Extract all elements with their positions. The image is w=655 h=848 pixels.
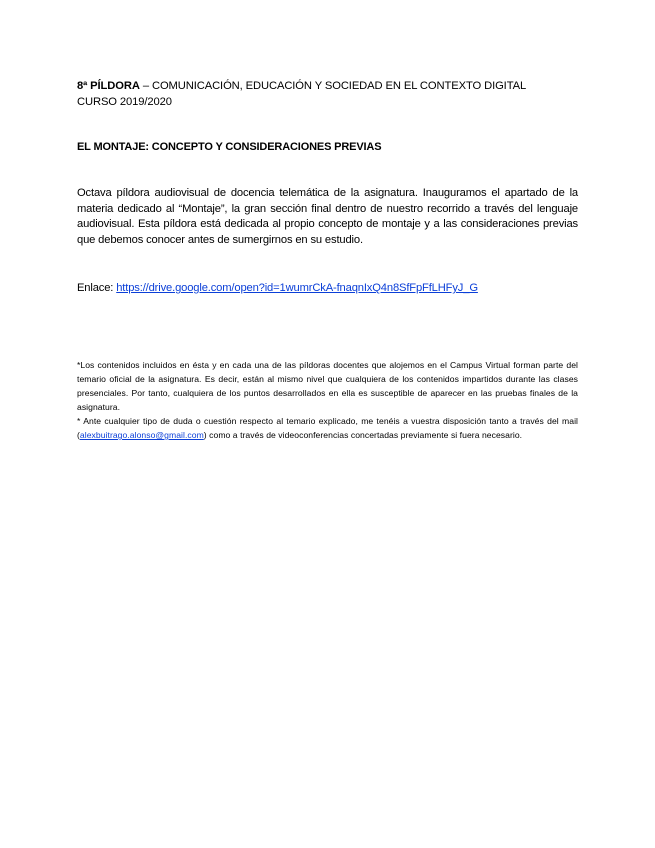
footnote-2-before: * Ante cualquier tipo de duda o cuestión respecto al temario explicado, me tenéis a vuestra disposición tanto a través del mail ( [77, 416, 578, 440]
header-title-line [77, 78, 526, 94]
document-header [77, 78, 526, 110]
drive-link[interactable]: https://drive.google.com/open?id=1wumrCkA-fnaqnIxQ4n8SfFpFfLHFyJ_G [116, 282, 478, 294]
course-year: CURSO 2019/2020 [77, 96, 172, 108]
footnotes [77, 358, 578, 442]
footnote-2 [77, 414, 578, 442]
link-label: Enlace: [77, 282, 117, 294]
footnote-2-after: ) como a través de videoconferencias concertadas previamente si fuera necesario. [203, 430, 523, 440]
header-title: – COMUNICACIÓN, EDUCACIÓN Y SOCIEDAD EN EL CONTEXTO DIGITAL [139, 80, 527, 92]
body-paragraph: Octava píldora audiovisual de docencia telemática de la asignatura. Inauguramos el apartado de la materia dedicado al “Montaje”, la gran sección final dentro de nuestro recorrido a través del lenguaje audiovisual. Esta píldora está dedicada al propio concepto de montaje y a las consideraciones previas que debemos conocer antes de sumergirnos en su estudio. [77, 187, 578, 246]
section-title: EL MONTAJE: CONCEPTO Y CONSIDERACIONES PREVIAS [77, 141, 382, 153]
pill-label: 8ª PÍLDORA [77, 80, 140, 92]
email-link[interactable]: alexbuitrago.alonso@gmail.com [79, 430, 204, 440]
link-line [77, 282, 478, 294]
footnote-1: *Los contenidos incluidos en ésta y en cada una de las píldoras docentes que alojemos en el Campus Virtual forman parte del temario oficial de la asignatura. Es decir, están al mismo nivel que cualquiera de los contenidos impartidos durante las clases presenciales. Por tanto, cualquiera de los puntos desarrollados en ella es susceptible de aparecer en las pruebas finales de la asignatura. [77, 360, 578, 412]
